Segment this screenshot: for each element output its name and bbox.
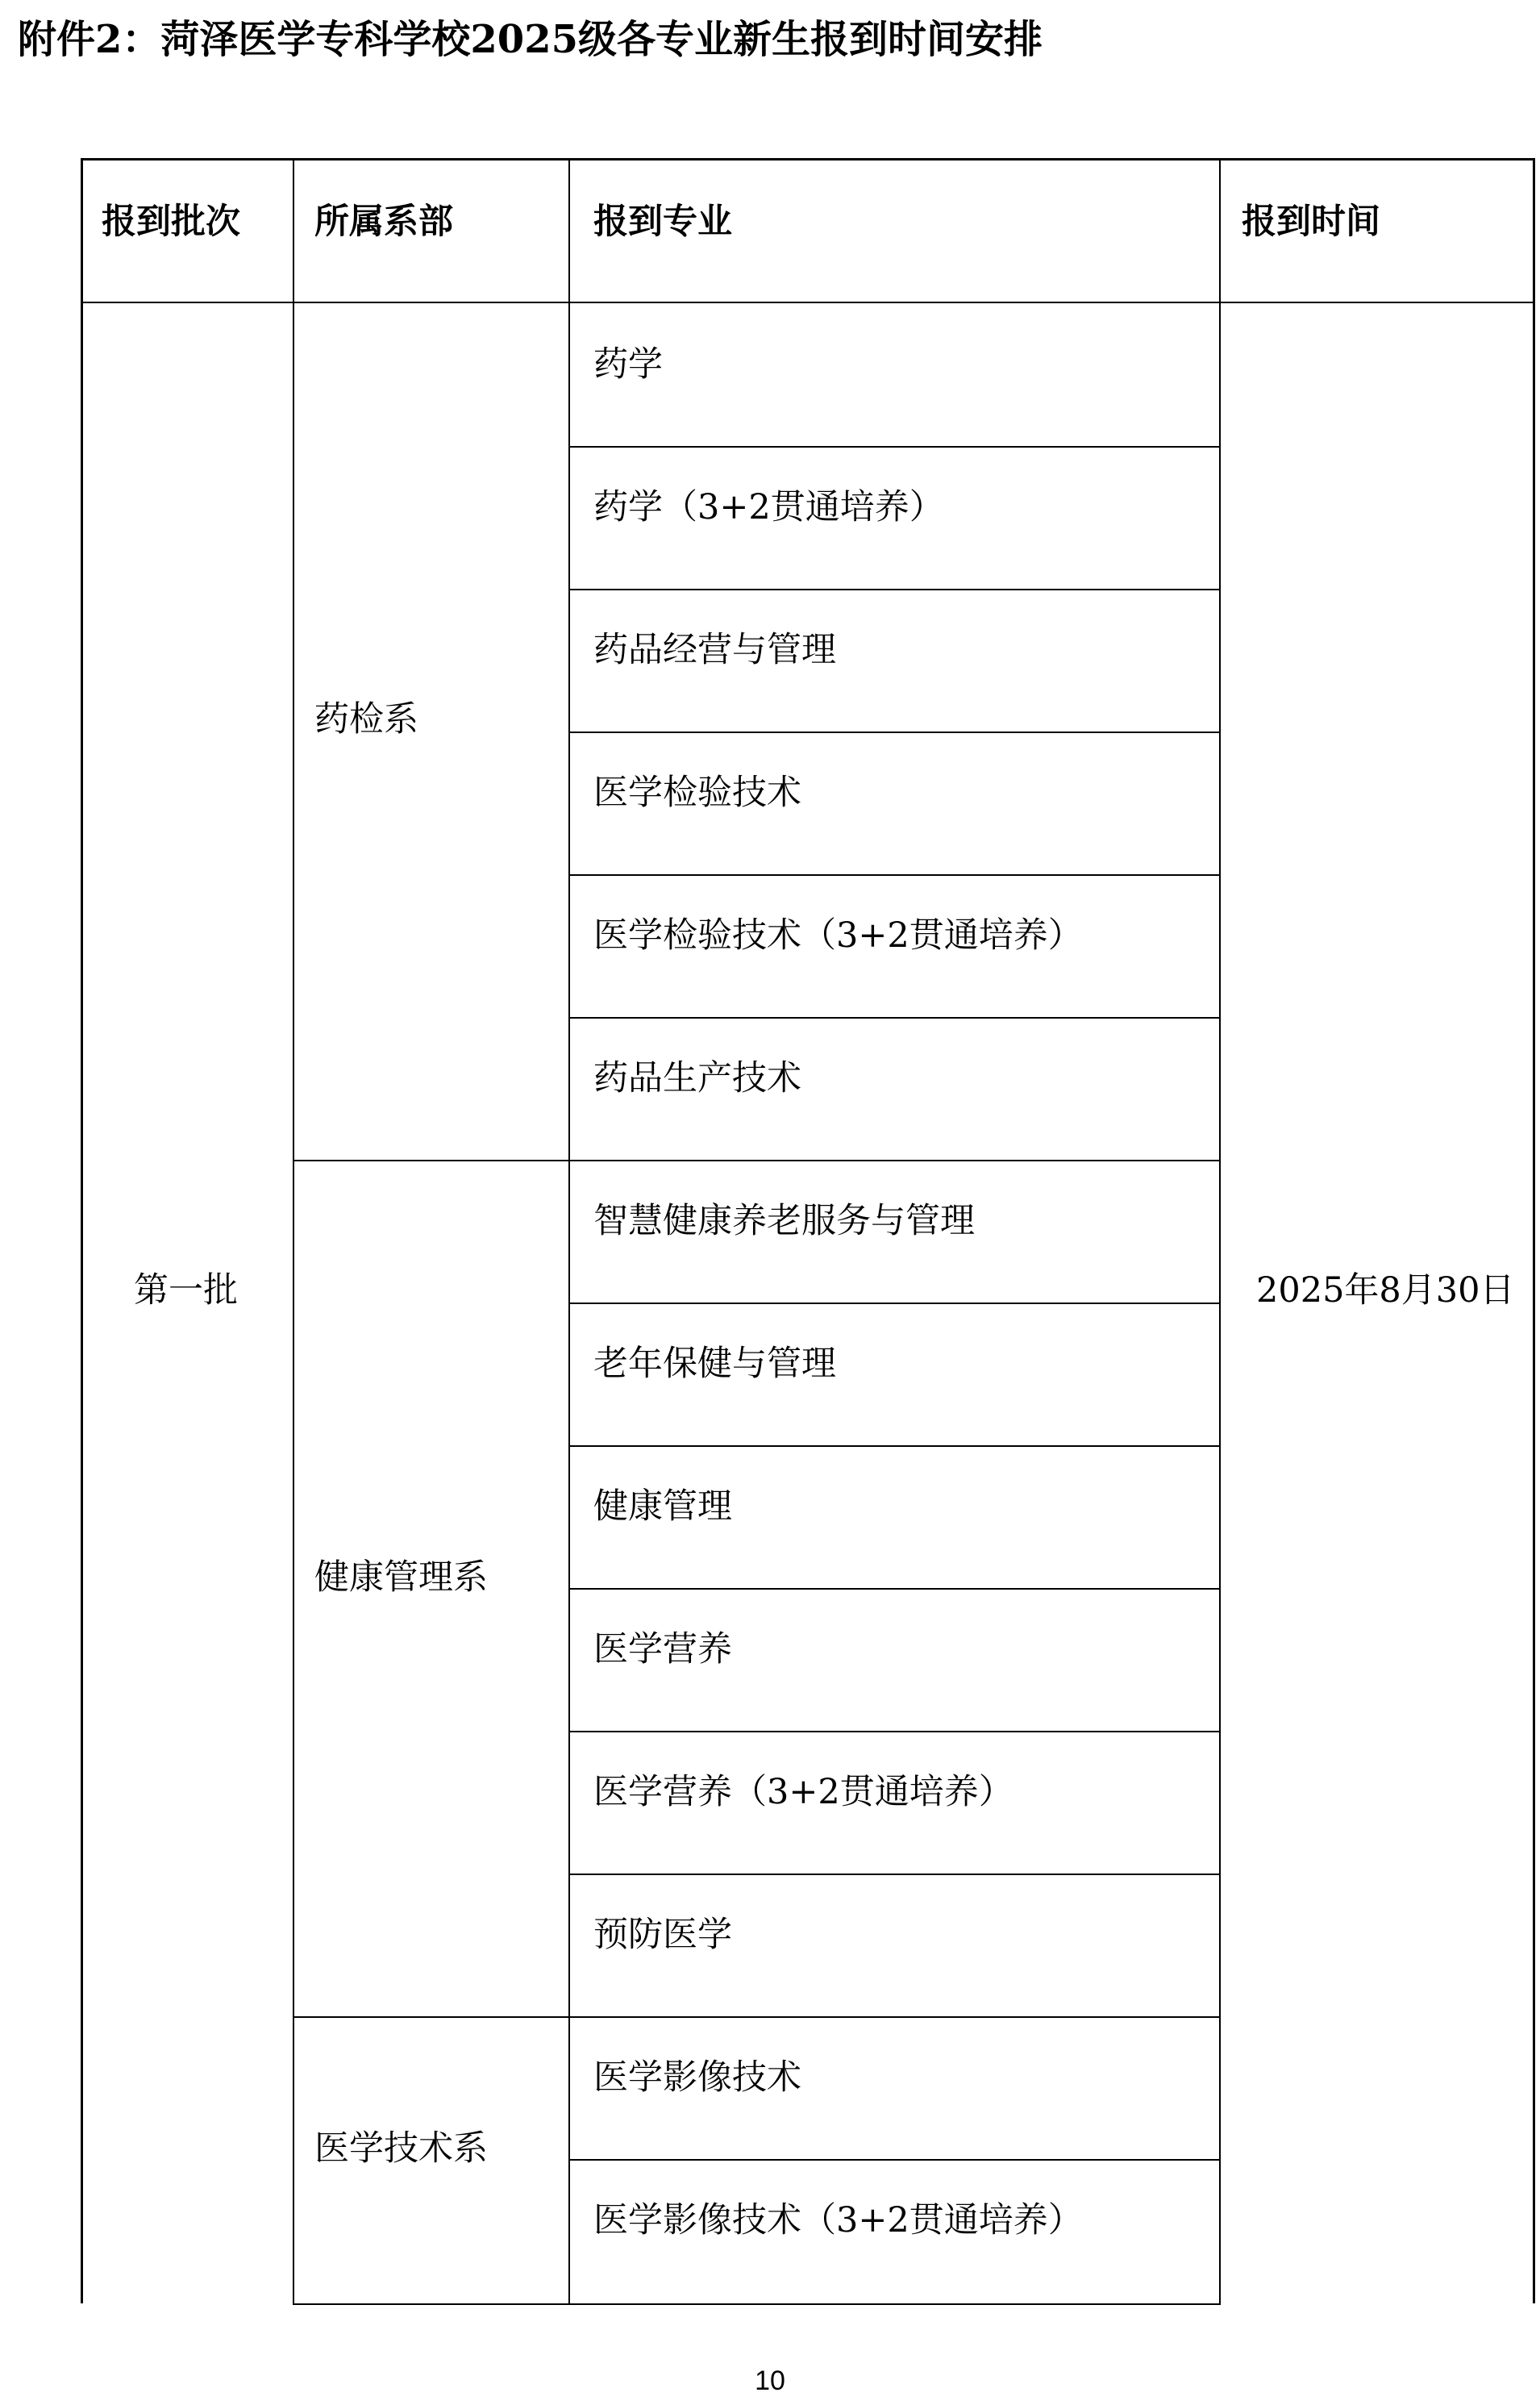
row-divider (568, 1731, 1221, 1732)
department-cell: 健康管理系 (314, 1557, 488, 1598)
major-cell: 智慧健康养老服务与管理 (593, 1201, 975, 1241)
major-cell: 医学营养 (593, 1629, 732, 1669)
header-batch: 报到批次 (102, 202, 240, 242)
table-right-border (1533, 158, 1535, 2303)
row-divider (568, 1445, 1221, 1447)
header-major: 报到专业 (593, 202, 732, 242)
major-cell: 医学检验技术 (593, 773, 801, 813)
major-cell: 药学（3+2贯通培养） (593, 487, 944, 527)
column-divider (568, 158, 570, 2305)
row-divider (568, 1588, 1221, 1590)
page-number: 10 (755, 2365, 785, 2396)
row-divider (568, 589, 1221, 590)
header-department: 所属系部 (314, 202, 453, 242)
department-cell: 药检系 (314, 699, 418, 740)
row-divider (568, 1017, 1221, 1019)
department-cell: 医学技术系 (314, 2128, 488, 2169)
department-divider (293, 1160, 1221, 1161)
column-divider (1219, 158, 1221, 2305)
table-bottom-border (293, 2303, 1221, 2305)
major-cell: 药学 (593, 344, 663, 385)
major-cell: 医学营养（3+2贯通培养） (593, 1772, 1013, 1812)
major-cell: 医学检验技术（3+2贯通培养） (593, 915, 1083, 956)
row-divider (568, 1303, 1221, 1304)
department-divider (293, 2016, 1221, 2018)
table-header-border (81, 302, 1535, 303)
row-divider (568, 446, 1221, 448)
major-cell: 预防医学 (593, 1915, 732, 1955)
major-cell: 药品经营与管理 (593, 630, 836, 670)
row-divider (568, 874, 1221, 876)
row-divider (568, 1874, 1221, 1875)
row-divider (568, 732, 1221, 733)
table-left-border (81, 158, 83, 2303)
major-cell: 老年保健与管理 (593, 1344, 836, 1384)
document-title: 附件2：菏泽医学专科学校2025级各专业新生报到时间安排 (18, 17, 1043, 62)
batch-cell: 第一批 (134, 1270, 238, 1311)
column-divider (293, 158, 294, 2305)
row-divider (568, 2159, 1221, 2161)
major-cell: 健康管理 (593, 1486, 732, 1527)
major-cell: 医学影像技术 (593, 2057, 801, 2098)
major-cell: 药品生产技术 (593, 1058, 801, 1098)
time-cell: 2025年8月30日 (1256, 1270, 1515, 1311)
header-time: 报到时间 (1242, 202, 1380, 242)
major-cell: 医学影像技术（3+2贯通培养） (593, 2200, 1083, 2240)
table-top-border (81, 158, 1535, 160)
